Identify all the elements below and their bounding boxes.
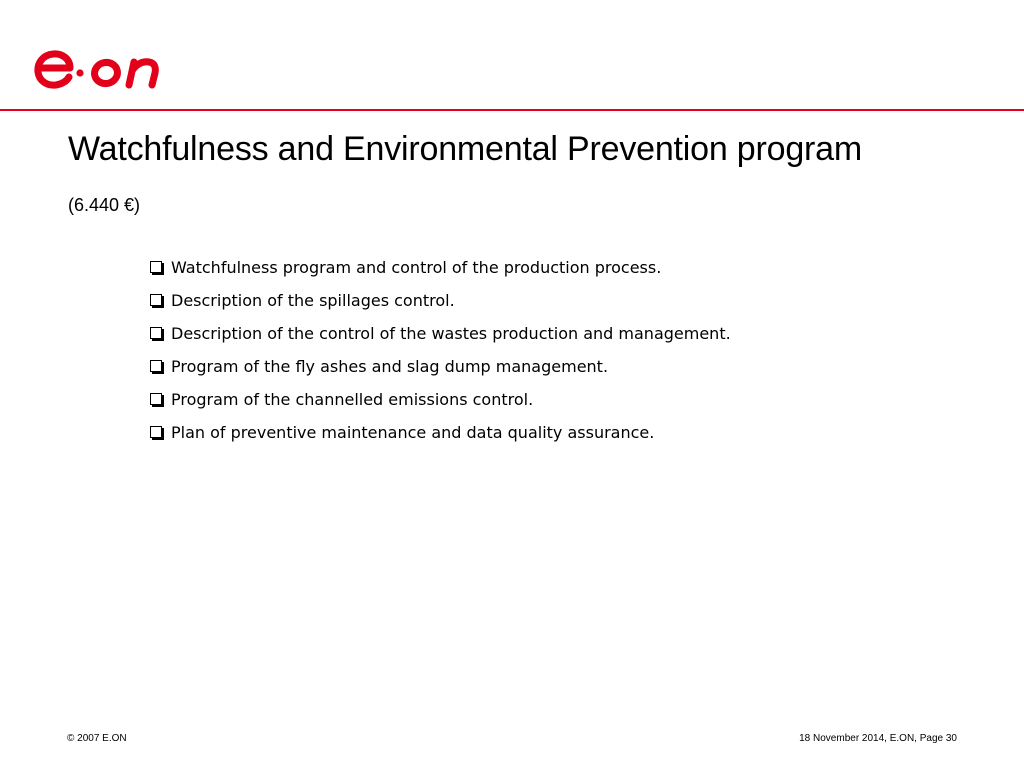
slide-title: Watchfulness and Environmental Prevention program [68, 130, 863, 168]
checkbox-icon [150, 426, 162, 438]
bullet-text: Watchfulness program and control of the production process. [171, 258, 662, 277]
bullet-item [150, 284, 731, 317]
bullet-item [150, 317, 731, 350]
checkbox-icon [150, 360, 162, 372]
bullet-item [150, 416, 731, 449]
footer-page-info: 18 November 2014, E.ON, Page 30 [799, 733, 957, 744]
bullet-text: Description of the control of the wastes production and management. [171, 324, 731, 343]
bullet-item [150, 251, 731, 284]
eon-logo [34, 50, 168, 90]
checkbox-icon [150, 393, 162, 405]
header-rule [0, 109, 1024, 111]
slide-subtitle: (6.440 €) [68, 195, 141, 215]
bullet-text: Program of the fly ashes and slag dump management. [171, 357, 609, 376]
checkbox-icon [150, 294, 162, 306]
bullet-text: Program of the channelled emissions control. [171, 390, 534, 409]
checkbox-icon [150, 327, 162, 339]
bullet-item [150, 383, 731, 416]
eon-logo-graphic [34, 50, 168, 90]
checkbox-icon [150, 261, 162, 273]
bullet-item [150, 350, 731, 383]
footer-copyright: © 2007 E.ON [67, 733, 127, 744]
bullet-text: Description of the spillages control. [171, 291, 455, 310]
bullet-text: Plan of preventive maintenance and data quality assurance. [171, 423, 655, 442]
bullet-list [150, 251, 731, 449]
